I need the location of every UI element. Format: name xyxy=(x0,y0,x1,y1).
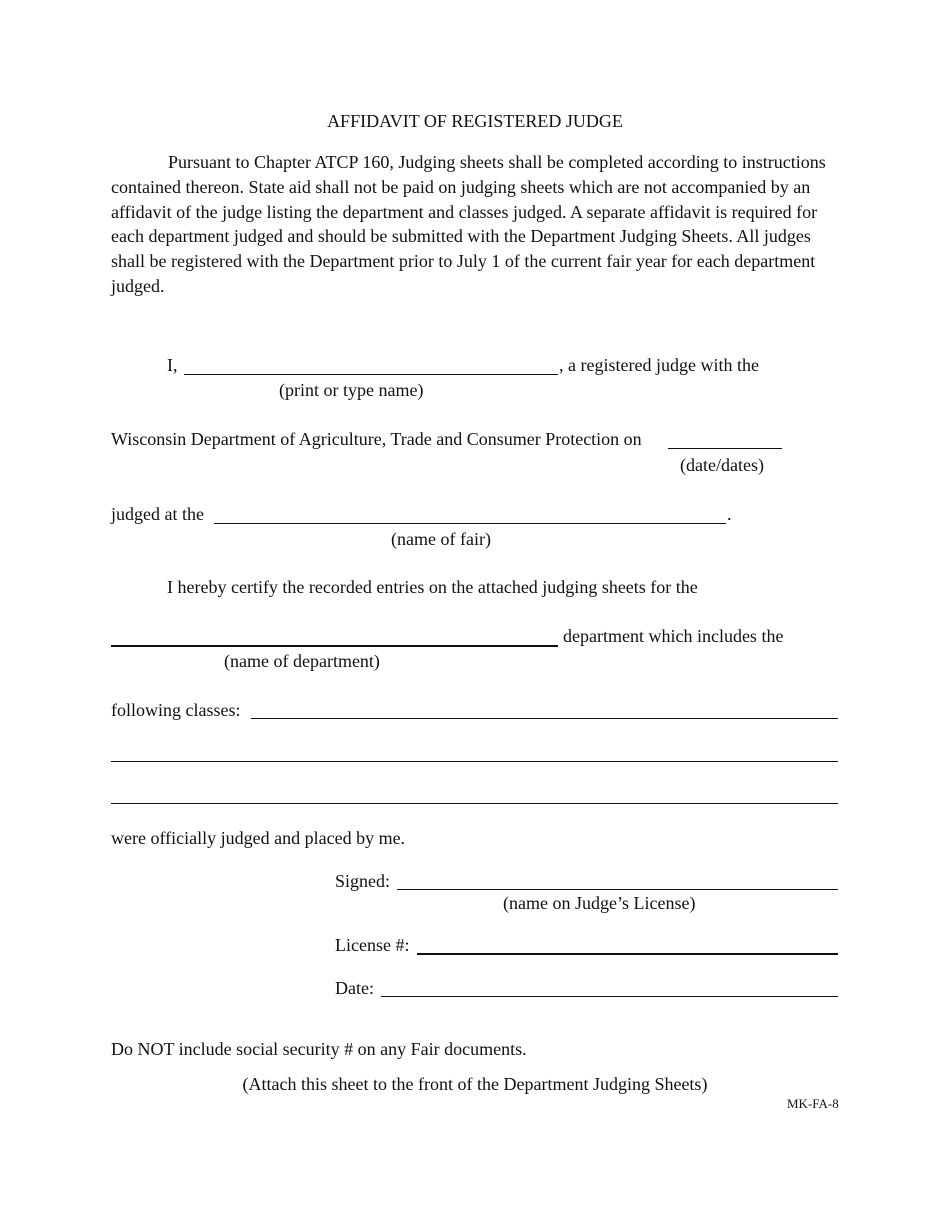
page-title: AFFIDAVIT OF REGISTERED JUDGE xyxy=(327,111,623,131)
certify-text: I hereby certify the recorded entries on the attached judging sheets for the xyxy=(167,577,698,597)
judged-text: were officially judged and placed by me. xyxy=(111,828,406,848)
attach-notice: (Attach this sheet to the front of the Department Judging Sheets) xyxy=(242,1074,708,1094)
fair-suffix: . xyxy=(727,504,732,524)
date-label: Date: xyxy=(335,978,374,998)
judge-prefix: I, xyxy=(167,355,178,375)
date-caption: (date/dates) xyxy=(680,455,764,475)
judge-name-field[interactable] xyxy=(184,374,558,375)
department-suffix: department which includes the xyxy=(563,626,784,646)
intro-paragraph: Pursuant to Chapter ATCP 160, Judging sheets shall be completed according to instructions contained thereon. State aid shall not be paid on judging sheets which are not accompanied by an affidavit of the judge listing the department and classes judged. A separate affidavit is required for each department judged and should be submitted with the Department Judging Sheets. All judges shall be registered with the Department prior to July 1 of the current fair year for each department judged. xyxy=(111,152,826,296)
signature-field[interactable] xyxy=(397,889,838,890)
classes-field-2[interactable] xyxy=(111,761,838,762)
classes-field-1[interactable] xyxy=(251,718,838,719)
signature-date-field[interactable] xyxy=(381,996,838,997)
fair-prefix: judged at the xyxy=(111,504,204,524)
department-name-field[interactable] xyxy=(111,645,558,647)
dept-text: Wisconsin Department of Agriculture, Trade and Consumer Protection on xyxy=(111,429,642,449)
ssn-notice: Do NOT include social security # on any Fair documents. xyxy=(111,1039,527,1059)
fair-name-field[interactable] xyxy=(214,523,726,524)
classes-field-3[interactable] xyxy=(111,803,838,804)
signed-label: Signed: xyxy=(335,871,391,891)
date-field[interactable] xyxy=(668,448,782,449)
license-label: License #: xyxy=(335,935,410,955)
form-code: MK-FA-8 xyxy=(787,1096,839,1111)
signature-caption: (name on Judge’s License) xyxy=(503,893,696,913)
license-field[interactable] xyxy=(417,953,838,955)
judge-name-caption: (print or type name) xyxy=(279,380,424,400)
judge-suffix: , a registered judge with the xyxy=(559,355,759,375)
classes-label: following classes: xyxy=(111,700,241,720)
fair-name-caption: (name of fair) xyxy=(391,529,491,549)
department-name-caption: (name of department) xyxy=(224,651,380,671)
